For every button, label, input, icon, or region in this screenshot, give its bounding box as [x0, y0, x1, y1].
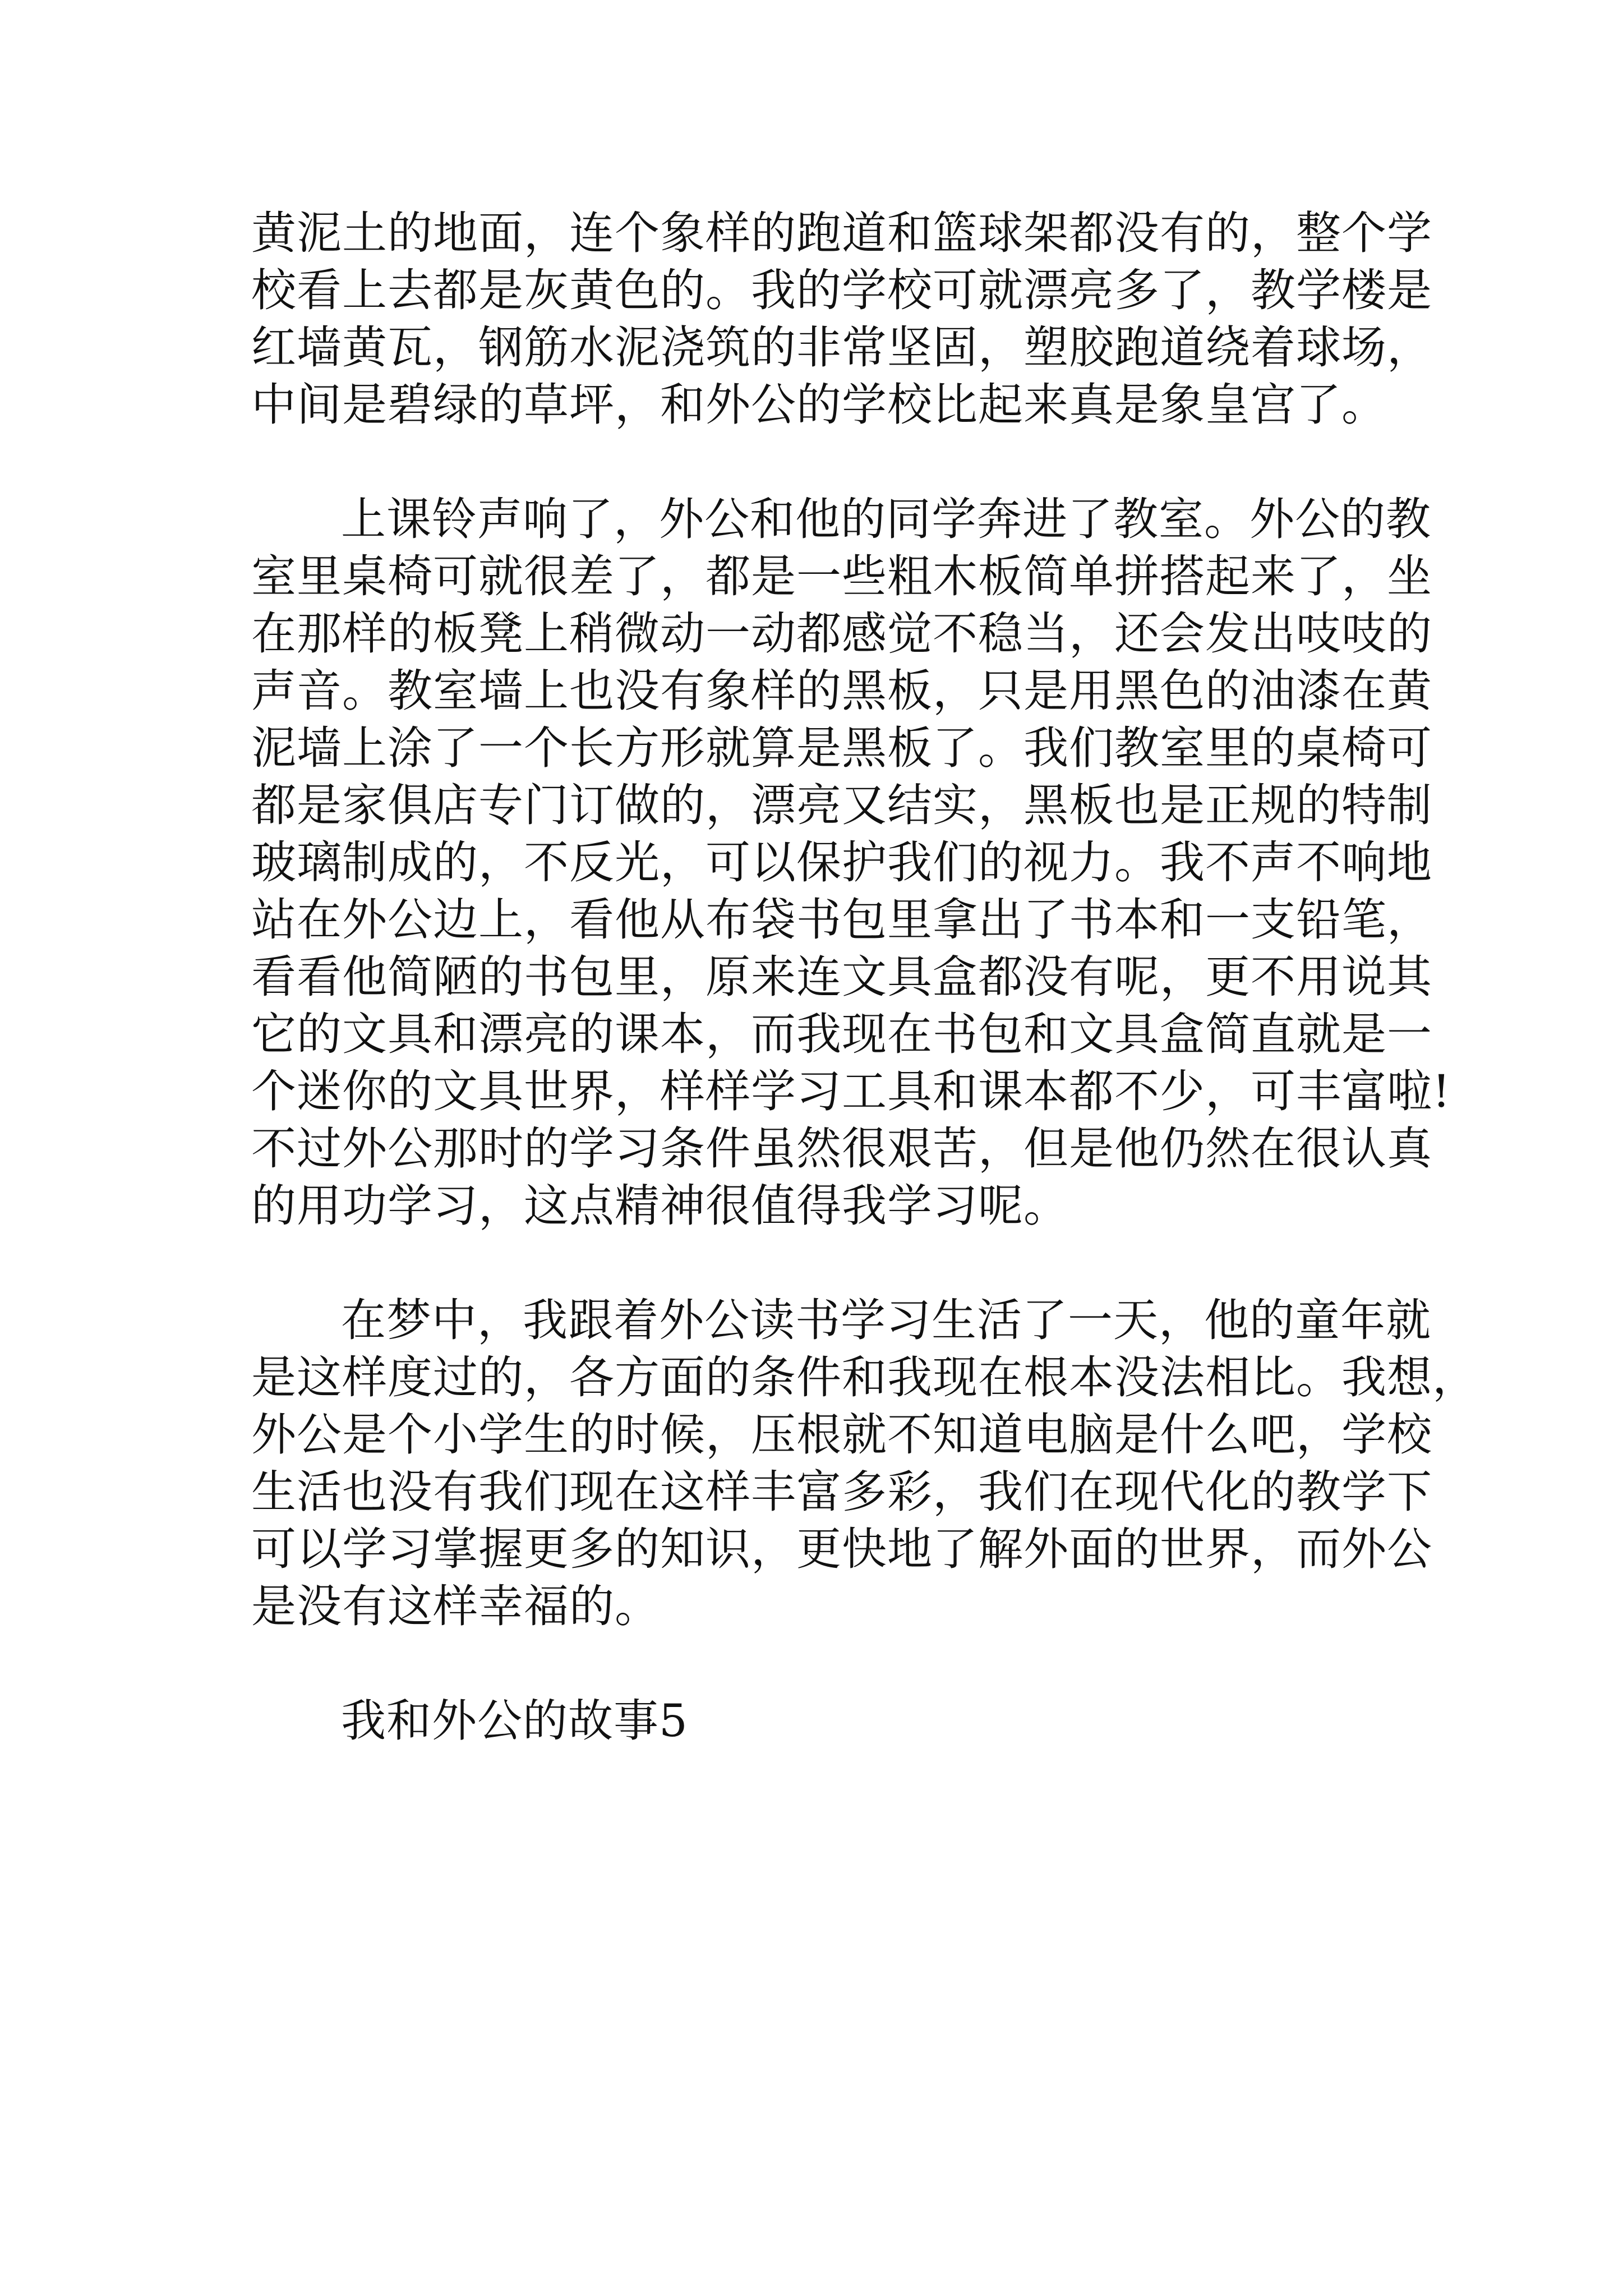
text-line: 红墙黄瓦，钢筋水泥浇筑的非常坚固，塑胶跑道绕着球场， [251, 321, 1432, 374]
text-line: 玻璃制成的，不反光，可以保护我们的视力。我不声不响地 [251, 836, 1432, 889]
text-line-indented: 上课铃声响了，外公和他的同学奔进了教室。外公的教 [341, 493, 1431, 545]
text-line: 泥墙上涂了一个长方形就算是黑板了。我们教室里的桌椅可 [251, 722, 1432, 774]
text-line: 是这样度过的，各方面的条件和我现在根本没法相比。我想， [251, 1351, 1478, 1404]
text-line: 个迷你的文具世界，样样学习工具和课本都不少，可丰富啦! [251, 1065, 1451, 1117]
text-line: 它的文具和漂亮的课本，而我现在书包和文具盒简直就是一 [251, 1008, 1432, 1060]
paragraph-spacer [251, 1635, 1395, 1692]
paragraph-dream-reflection [251, 1292, 1478, 1635]
text-line: 的用功学习，这点精神很值得我学习呢。 [251, 1180, 1069, 1232]
text-line: 是没有这样幸福的。 [251, 1580, 660, 1632]
text-line: 都是家俱店专门订做的，漂亮又结实，黑板也是正规的特制 [251, 779, 1432, 831]
text-line: 在那样的板凳上稍微动一动都感觉不稳当，还会发出吱吱的 [251, 608, 1432, 660]
paragraph-classroom [251, 491, 1451, 1235]
text-line: 看看他简陋的书包里，原来连文具盒都没有呢，更不用说其 [251, 951, 1432, 1003]
text-line: 室里桌椅可就很差了，都是一些粗木板简单拼搭起来了，坐 [251, 550, 1432, 602]
text-line: 站在外公边上，看他从布袋书包里拿出了书本和一支铅笔， [251, 894, 1432, 946]
paragraph-spacer [251, 434, 1395, 491]
text-line: 声音。教室墙上也没有象样的黑板，只是用黑色的油漆在黄 [251, 665, 1432, 717]
text-line: 不过外公那时的学习条件虽然很艰苦，但是他仍然在很认真 [251, 1122, 1432, 1175]
text-line: 可以学习掌握更多的知识，更快地了解外面的世界，而外公 [251, 1523, 1432, 1575]
text-line-indented: 在梦中，我跟着外公读书学习生活了一天，他的童年就 [341, 1294, 1431, 1346]
paragraph-spacer [251, 1235, 1395, 1292]
text-line: 生活也没有我们现在这样丰富多彩，我们在现代化的教学下 [251, 1466, 1432, 1518]
text-line: 中间是碧绿的草坪，和外公的学校比起来真是象皇宫了。 [251, 379, 1387, 431]
text-line: 校看上去都是灰黄色的。我的学校可就漂亮多了，教学楼是 [251, 264, 1432, 316]
text-line: 黄泥土的地面，连个象样的跑道和篮球架都没有的，整个学 [251, 207, 1432, 259]
paragraph-school-comparison [251, 205, 1432, 434]
section-heading: 我和外公的故事5 [341, 1695, 688, 1747]
document-body [251, 205, 1478, 1750]
text-line: 外公是个小学生的时候，压根就不知道电脑是什么吧，学校 [251, 1409, 1432, 1461]
